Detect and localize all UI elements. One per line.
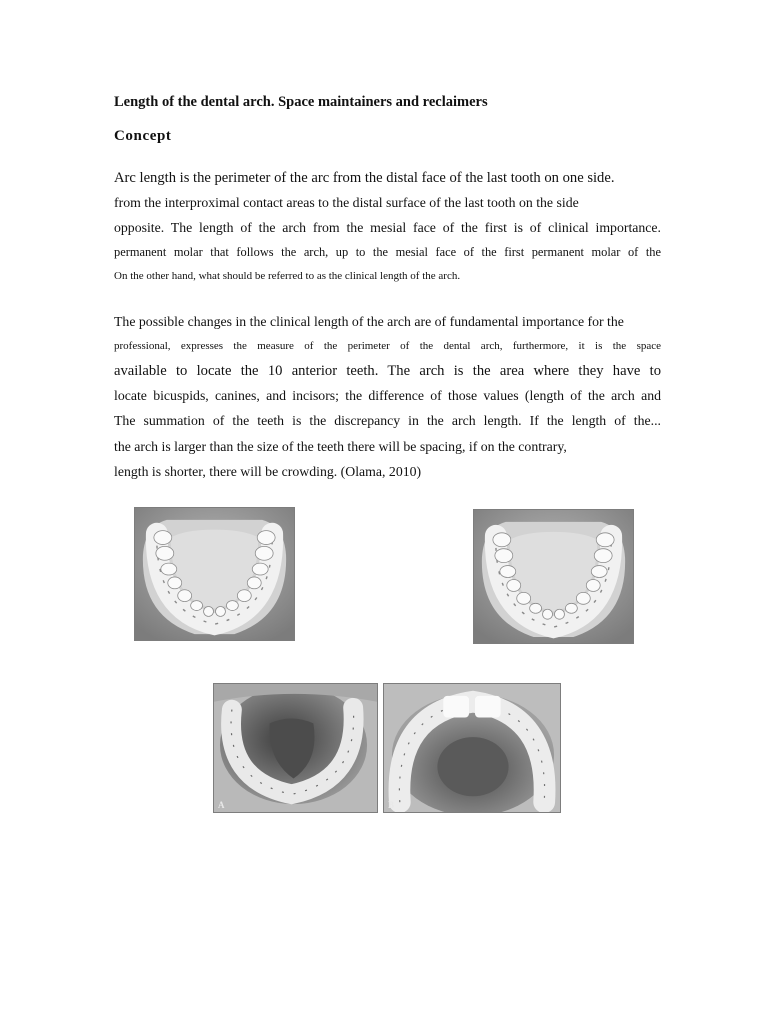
- paragraph2-line-1: The possible changes in the clinical length of the arch are of fundamental importance for the: [114, 314, 624, 329]
- paragraph1-line-5: On the other hand, what should be referred to as the clinical length of the arch.: [114, 270, 461, 282]
- photo-b-label: B: [388, 800, 395, 810]
- paragraph1-line-2: from the interproximal contact areas to the distal surface of the last tooth on the side: [114, 195, 579, 210]
- paragraph2-line-3: available to locate the 10 anterior teeth. The arch is the area where they have to: [114, 363, 661, 379]
- dental-cast-photo-left: [134, 507, 295, 641]
- paragraph2-line-6: the arch is larger than the size of the teeth there will be spacing, if on the contrary,: [114, 439, 567, 454]
- paragraph2-line-4: locate bicuspids, canines, and incisors; the difference of those values (length of the arch and: [114, 388, 661, 403]
- paragraph1-line-1: Arc length is the perimeter of the arc from the distal face of the last tooth on one side.: [114, 170, 615, 186]
- paragraph2-line-2: professional, expresses the measure of the perimeter of the dental arch, furthermore, it is the space: [114, 340, 661, 352]
- intraoral-photo-b: [383, 683, 561, 813]
- intraoral-photo-a: [213, 683, 378, 813]
- document-title: Length of the dental arch. Space maintainers and reclaimers: [114, 94, 488, 110]
- paragraph1-line-4: permanent molar that follows the arch, up to the mesial face of the first permanent molar of the: [114, 245, 661, 259]
- dental-cast-photo-right: [473, 509, 634, 644]
- paragraph2-line-5: The summation of the teeth is the discrepancy in the arch length. If the length of the...: [114, 413, 661, 428]
- paragraph2-line-7: length is shorter, there will be crowding. (Olama, 2010): [114, 464, 422, 479]
- photo-a-label: A: [218, 800, 225, 810]
- section-heading: Concept: [114, 128, 172, 144]
- paragraph1-line-3: opposite. The length of the arch from the mesial face of the first is of clinical importance.: [114, 220, 661, 235]
